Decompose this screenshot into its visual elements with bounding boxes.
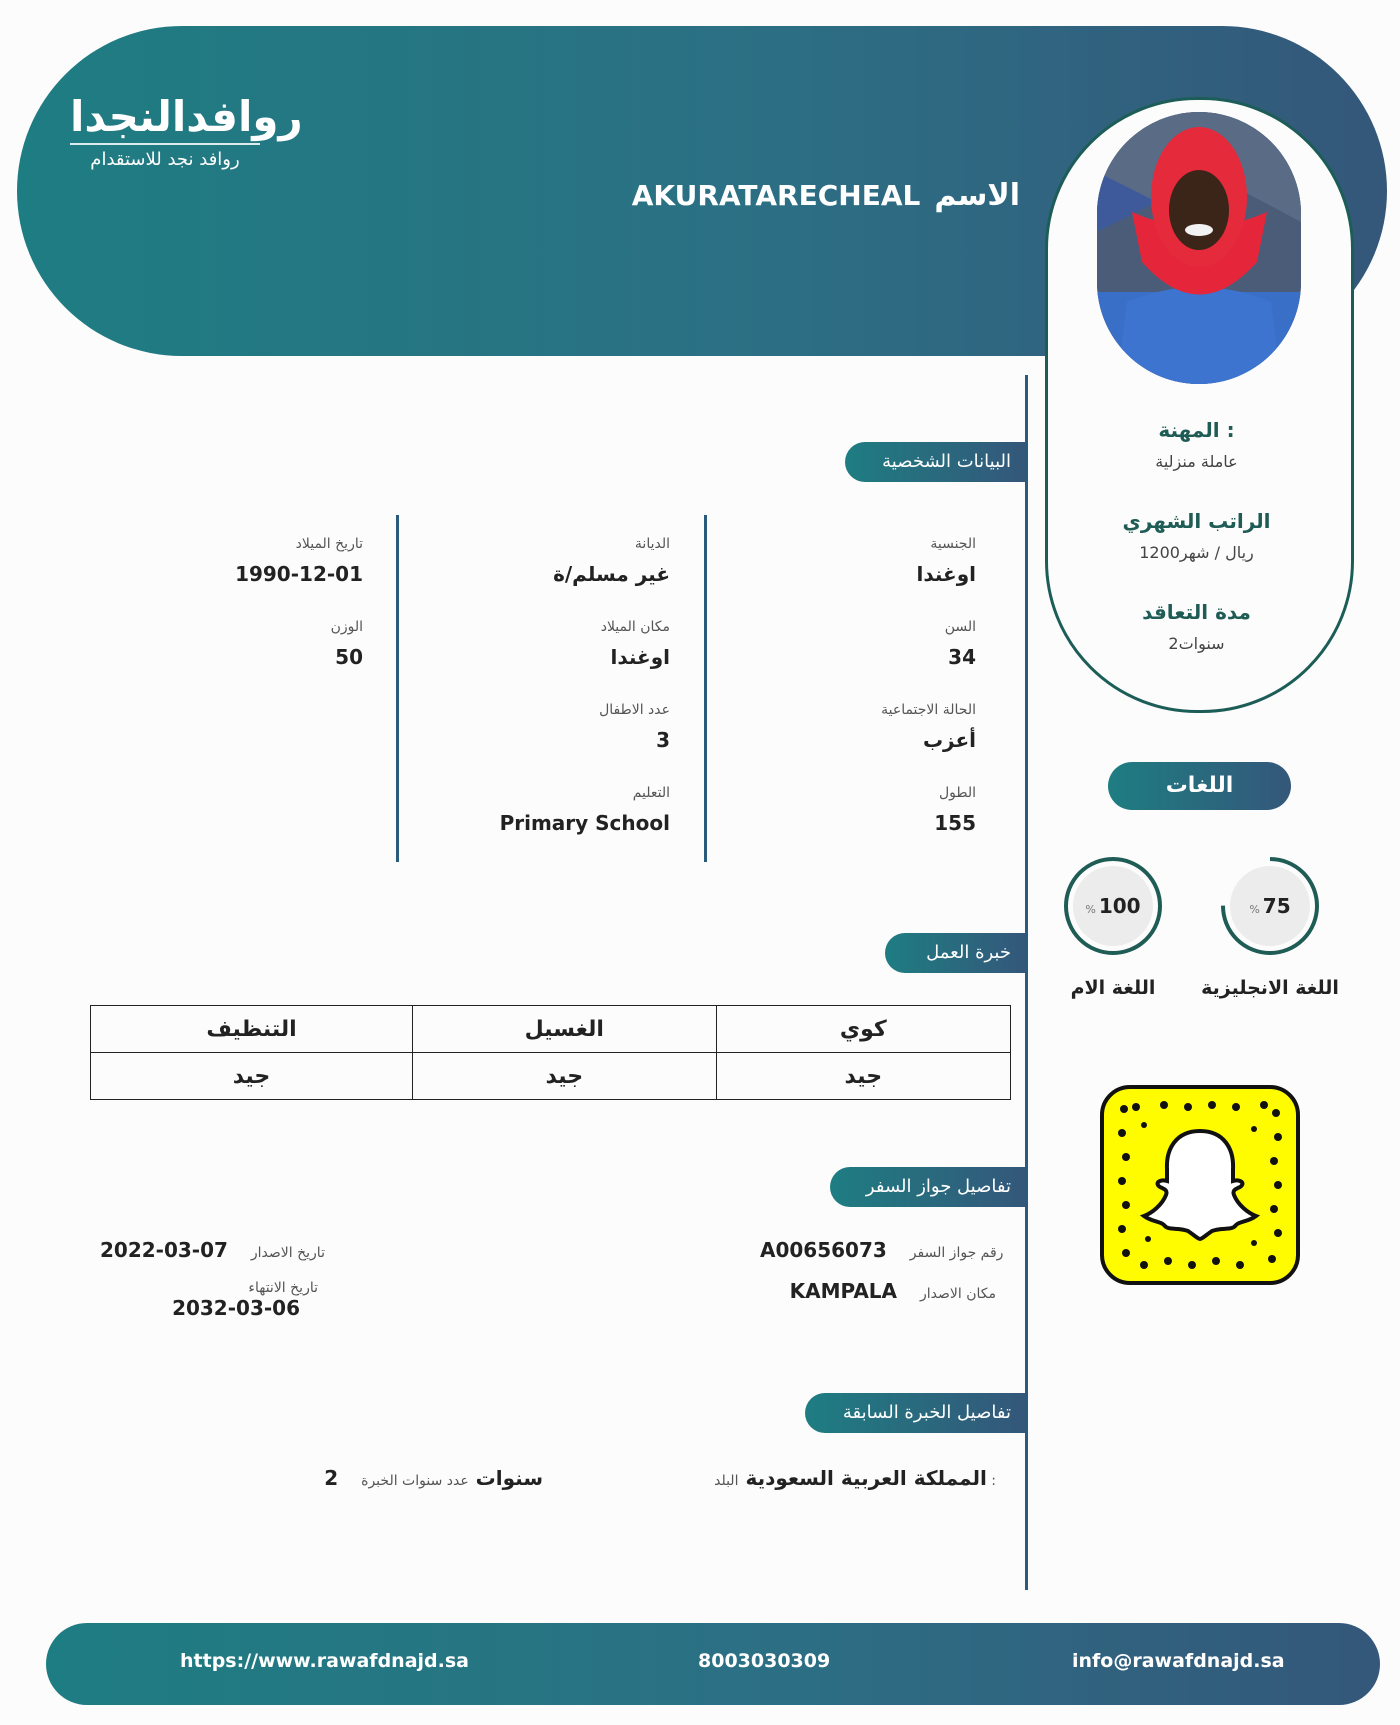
profession-block xyxy=(1045,418,1348,471)
children-value: 3 xyxy=(656,728,670,752)
logo-subtitle: روافد نجد للاستقدام xyxy=(90,149,240,170)
weight-label: الوزن xyxy=(330,619,363,635)
section-work-experience: خبرة العمل xyxy=(885,933,1025,973)
passport-issue-label: تاريخ الاصدار xyxy=(250,1245,325,1261)
marital-field xyxy=(760,702,976,752)
profession-label: المهنة : xyxy=(1158,418,1235,442)
salary-label: الراتب الشهري xyxy=(1122,509,1271,533)
age-label: السن xyxy=(944,619,976,635)
skill-rating: جيد xyxy=(91,1053,413,1100)
previous-country-row xyxy=(640,1466,996,1490)
nationality-field xyxy=(760,536,976,586)
education-value: Primary School xyxy=(499,811,670,835)
candidate-name: AKURATARECHEAL xyxy=(631,179,921,212)
passport-place-label: مكان الاصدار xyxy=(920,1286,996,1302)
column-divider xyxy=(396,515,399,862)
birthplace-label: مكان الميلاد xyxy=(600,619,670,635)
footer-phone[interactable]: 8003030309 xyxy=(698,1650,831,1672)
logo xyxy=(70,92,303,170)
passport-number: A00656073 xyxy=(760,1238,887,1262)
religion-value: غير مسلم/ة xyxy=(553,562,670,586)
children-field xyxy=(450,702,670,752)
section-personal-data: البيانات الشخصية xyxy=(845,442,1025,482)
weight-value: 50 xyxy=(335,645,363,669)
previous-years-label: عدد سنوات الخبرة xyxy=(361,1473,469,1489)
english-percent xyxy=(1230,866,1310,946)
snapchat-ghost-icon xyxy=(1104,1089,1296,1281)
passport-issue-date: 2022-03-07 xyxy=(100,1238,228,1262)
name-label: الاسم xyxy=(934,178,1020,213)
english-label: اللغة الانجليزية xyxy=(1201,977,1339,999)
dob-value: 1990-12-01 xyxy=(235,562,363,586)
passport-number-label: رقم جواز السفر xyxy=(909,1245,1004,1261)
nationality-value: اوغندا xyxy=(916,562,976,586)
salary-value: 1200ريال / شهر xyxy=(1139,543,1254,562)
children-label: عدد الاطفال xyxy=(599,702,670,718)
height-label: الطول xyxy=(938,785,976,801)
previous-years: 2 سنوات xyxy=(324,1466,543,1490)
contract-value: 2سنوات xyxy=(1168,634,1225,653)
dob-label: تاريخ الميلاد xyxy=(295,536,363,552)
column-divider xyxy=(704,515,707,862)
english-progress xyxy=(1220,856,1320,956)
languages-title: اللغات xyxy=(1108,762,1291,810)
birthplace-field xyxy=(450,619,670,669)
contract-block xyxy=(1045,600,1348,653)
previous-country: المملكة العربية السعودية xyxy=(745,1466,987,1490)
age-value: 34 xyxy=(948,645,976,669)
profession-value: عاملة منزلية xyxy=(1155,452,1238,471)
english-percent-value: 75 xyxy=(1262,894,1291,918)
passport-expiry-date: 2032-03-06 xyxy=(172,1296,300,1320)
age-field xyxy=(760,619,976,669)
passport-place: KAMPALA xyxy=(789,1279,898,1303)
skill-header: كوي xyxy=(716,1006,1010,1053)
person-photo-icon xyxy=(1097,112,1301,384)
passport-number-row xyxy=(760,1238,1004,1262)
percent-sign: % xyxy=(1085,903,1096,916)
passport-place-row xyxy=(760,1279,996,1303)
passport-expiry-label: تاريخ الانتهاء xyxy=(248,1280,318,1296)
skill-header: التنظيف xyxy=(91,1006,413,1053)
footer-website[interactable]: https://www.rawafdnajd.sa xyxy=(180,1650,469,1672)
mother-tongue-percent xyxy=(1073,866,1153,946)
snapcode[interactable] xyxy=(1100,1085,1300,1285)
height-field xyxy=(760,785,976,835)
mother-tongue-percent-value: 100 xyxy=(1098,894,1141,918)
contract-label: مدة التعاقد xyxy=(1142,600,1251,624)
dob-field xyxy=(160,536,363,586)
education-label: التعليم xyxy=(632,785,670,801)
logo-mark: روافدالنجدا xyxy=(70,95,260,145)
salary-block xyxy=(1045,509,1348,562)
timeline-line xyxy=(1025,375,1028,1590)
marital-value: أعزب xyxy=(922,728,976,752)
section-previous-experience: تفاصيل الخبرة السابقة xyxy=(805,1393,1025,1433)
previous-years-row xyxy=(300,1466,543,1490)
section-passport: تفاصيل جواز السفر xyxy=(830,1167,1025,1207)
skill-rating: جيد xyxy=(413,1053,717,1100)
skills-table xyxy=(90,1005,1011,1100)
marital-label: الحالة الاجتماعية xyxy=(881,702,976,718)
skill-rating: جيد xyxy=(716,1053,1010,1100)
religion-label: الديانة xyxy=(634,536,670,552)
candidate-name-row xyxy=(560,178,1020,213)
percent-sign: % xyxy=(1249,903,1260,916)
education-field xyxy=(450,785,670,835)
footer-email[interactable]: info@rawafdnajd.sa xyxy=(1072,1650,1285,1672)
previous-country-label: البلد : xyxy=(714,1473,996,1489)
candidate-photo xyxy=(1097,112,1301,384)
skill-header: الغسيل xyxy=(413,1006,717,1053)
height-value: 155 xyxy=(934,811,976,835)
weight-field xyxy=(160,619,363,669)
mother-tongue-label: اللغة الام xyxy=(1070,977,1156,999)
passport-issue-row xyxy=(100,1238,325,1262)
skills-value-row xyxy=(91,1053,1011,1100)
mother-tongue-progress xyxy=(1063,856,1163,956)
nationality-label: الجنسية xyxy=(930,536,976,552)
birthplace-value: اوغندا xyxy=(610,645,670,669)
religion-field xyxy=(450,536,670,586)
skills-header-row xyxy=(91,1006,1011,1053)
